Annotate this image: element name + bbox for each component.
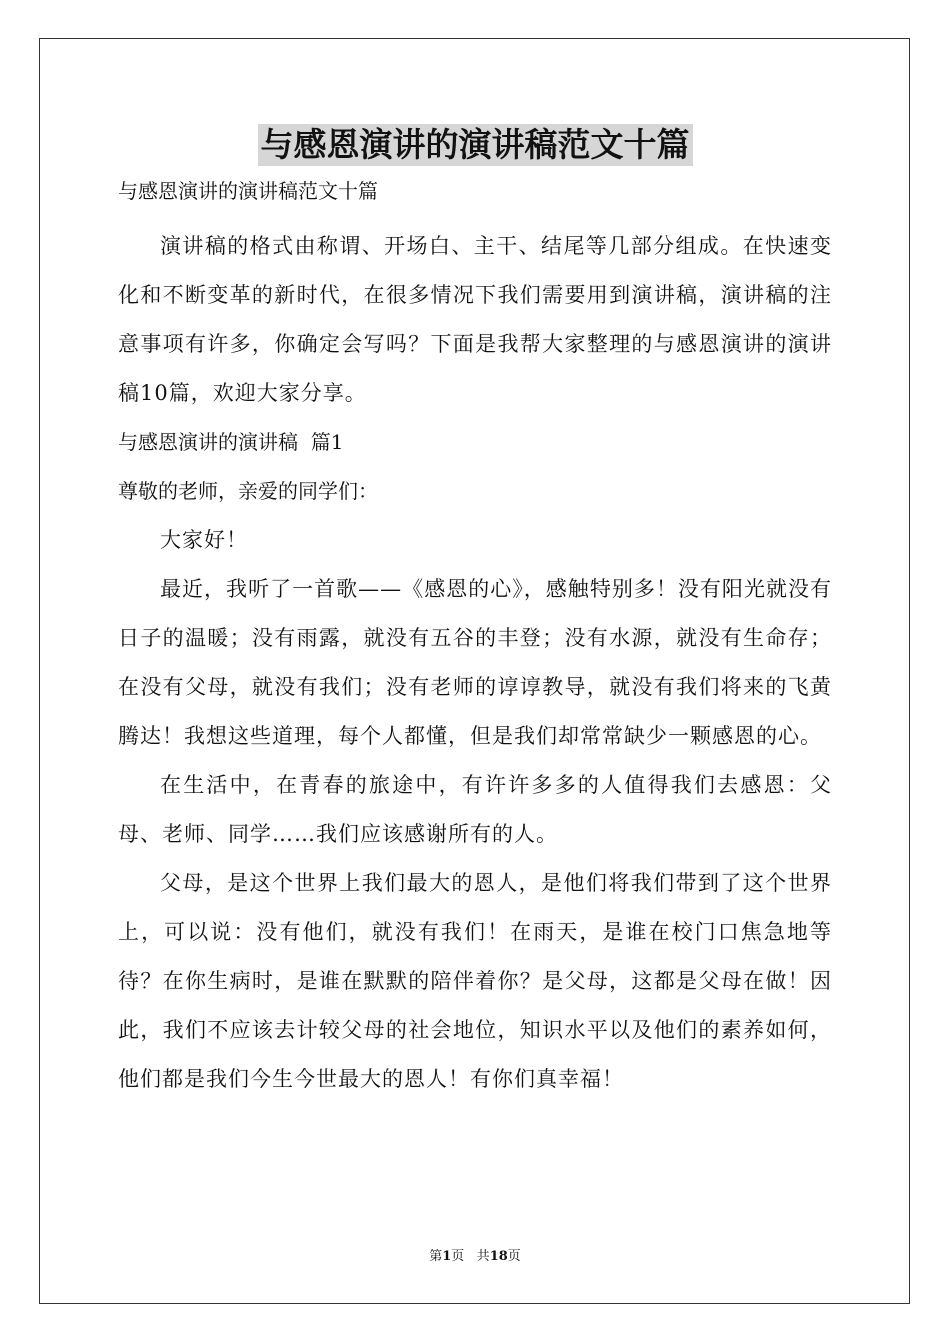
total-suffix: 页: [507, 1249, 521, 1264]
section-heading: 与感恩演讲的演讲稿 篇1: [118, 430, 344, 454]
greeting: 大家好！: [160, 528, 248, 552]
body-paragraph-1: 最近，我听了一首歌——《感恩的心》，感触特别多！没有阳光就没有日子的温暖；没有雨露，就没有五谷的丰登；没有水源，就没有生命存；在没有父母，就没有我们；没有老师的谆谆教导，就没有我们将来的飞黄腾达！我想这些道理，每个人都懂，但是我们却常常缺少一颗感恩的心。: [118, 577, 832, 748]
body-paragraph-2: 在生活中，在青春的旅途中，有许许多多的人值得我们去感恩：父母、老师、同学……我们应该感谢所有的人。: [118, 773, 832, 846]
title-wrap: [118, 124, 832, 166]
total-prefix: 共: [476, 1249, 490, 1264]
body-paragraph-3: 父母，是这个世界上我们最大的恩人，是他们将我们带到了这个世界上，可以说：没有他们，就没有我们！在雨天，是谁在校门口焦急地等待？在你生病时，是谁在默默的陪伴着你？是父母，这都是父母在做！因此，我们不应该去计较父母的社会地位，知识水平以及他们的素养如何，他们都是我们今生今世最大的恩人！有你们真幸福！: [118, 871, 832, 1091]
document-body: [118, 124, 832, 1104]
page-prefix: 第: [429, 1249, 443, 1264]
intro-paragraph: 演讲稿的格式由称谓、开场白、主干、结尾等几部分组成。在快速变化和不断变革的新时代，在很多情况下我们需要用到演讲稿，演讲稿的注意事项有许多，你确定会写吗？下面是我帮大家整理的与感恩演讲的演讲稿10篇，欢迎大家分享。: [118, 234, 832, 405]
document-subtitle: 与感恩演讲的演讲稿范文十篇: [118, 179, 378, 203]
page-footer: [0, 1248, 950, 1266]
page-suffix: 页: [451, 1249, 465, 1264]
page-total: 18: [489, 1249, 508, 1264]
page-current: 1: [442, 1249, 452, 1264]
document-title: 与感恩演讲的演讲稿范文十篇: [258, 124, 693, 166]
salutation: 尊敬的老师，亲爱的同学们：: [118, 479, 378, 503]
